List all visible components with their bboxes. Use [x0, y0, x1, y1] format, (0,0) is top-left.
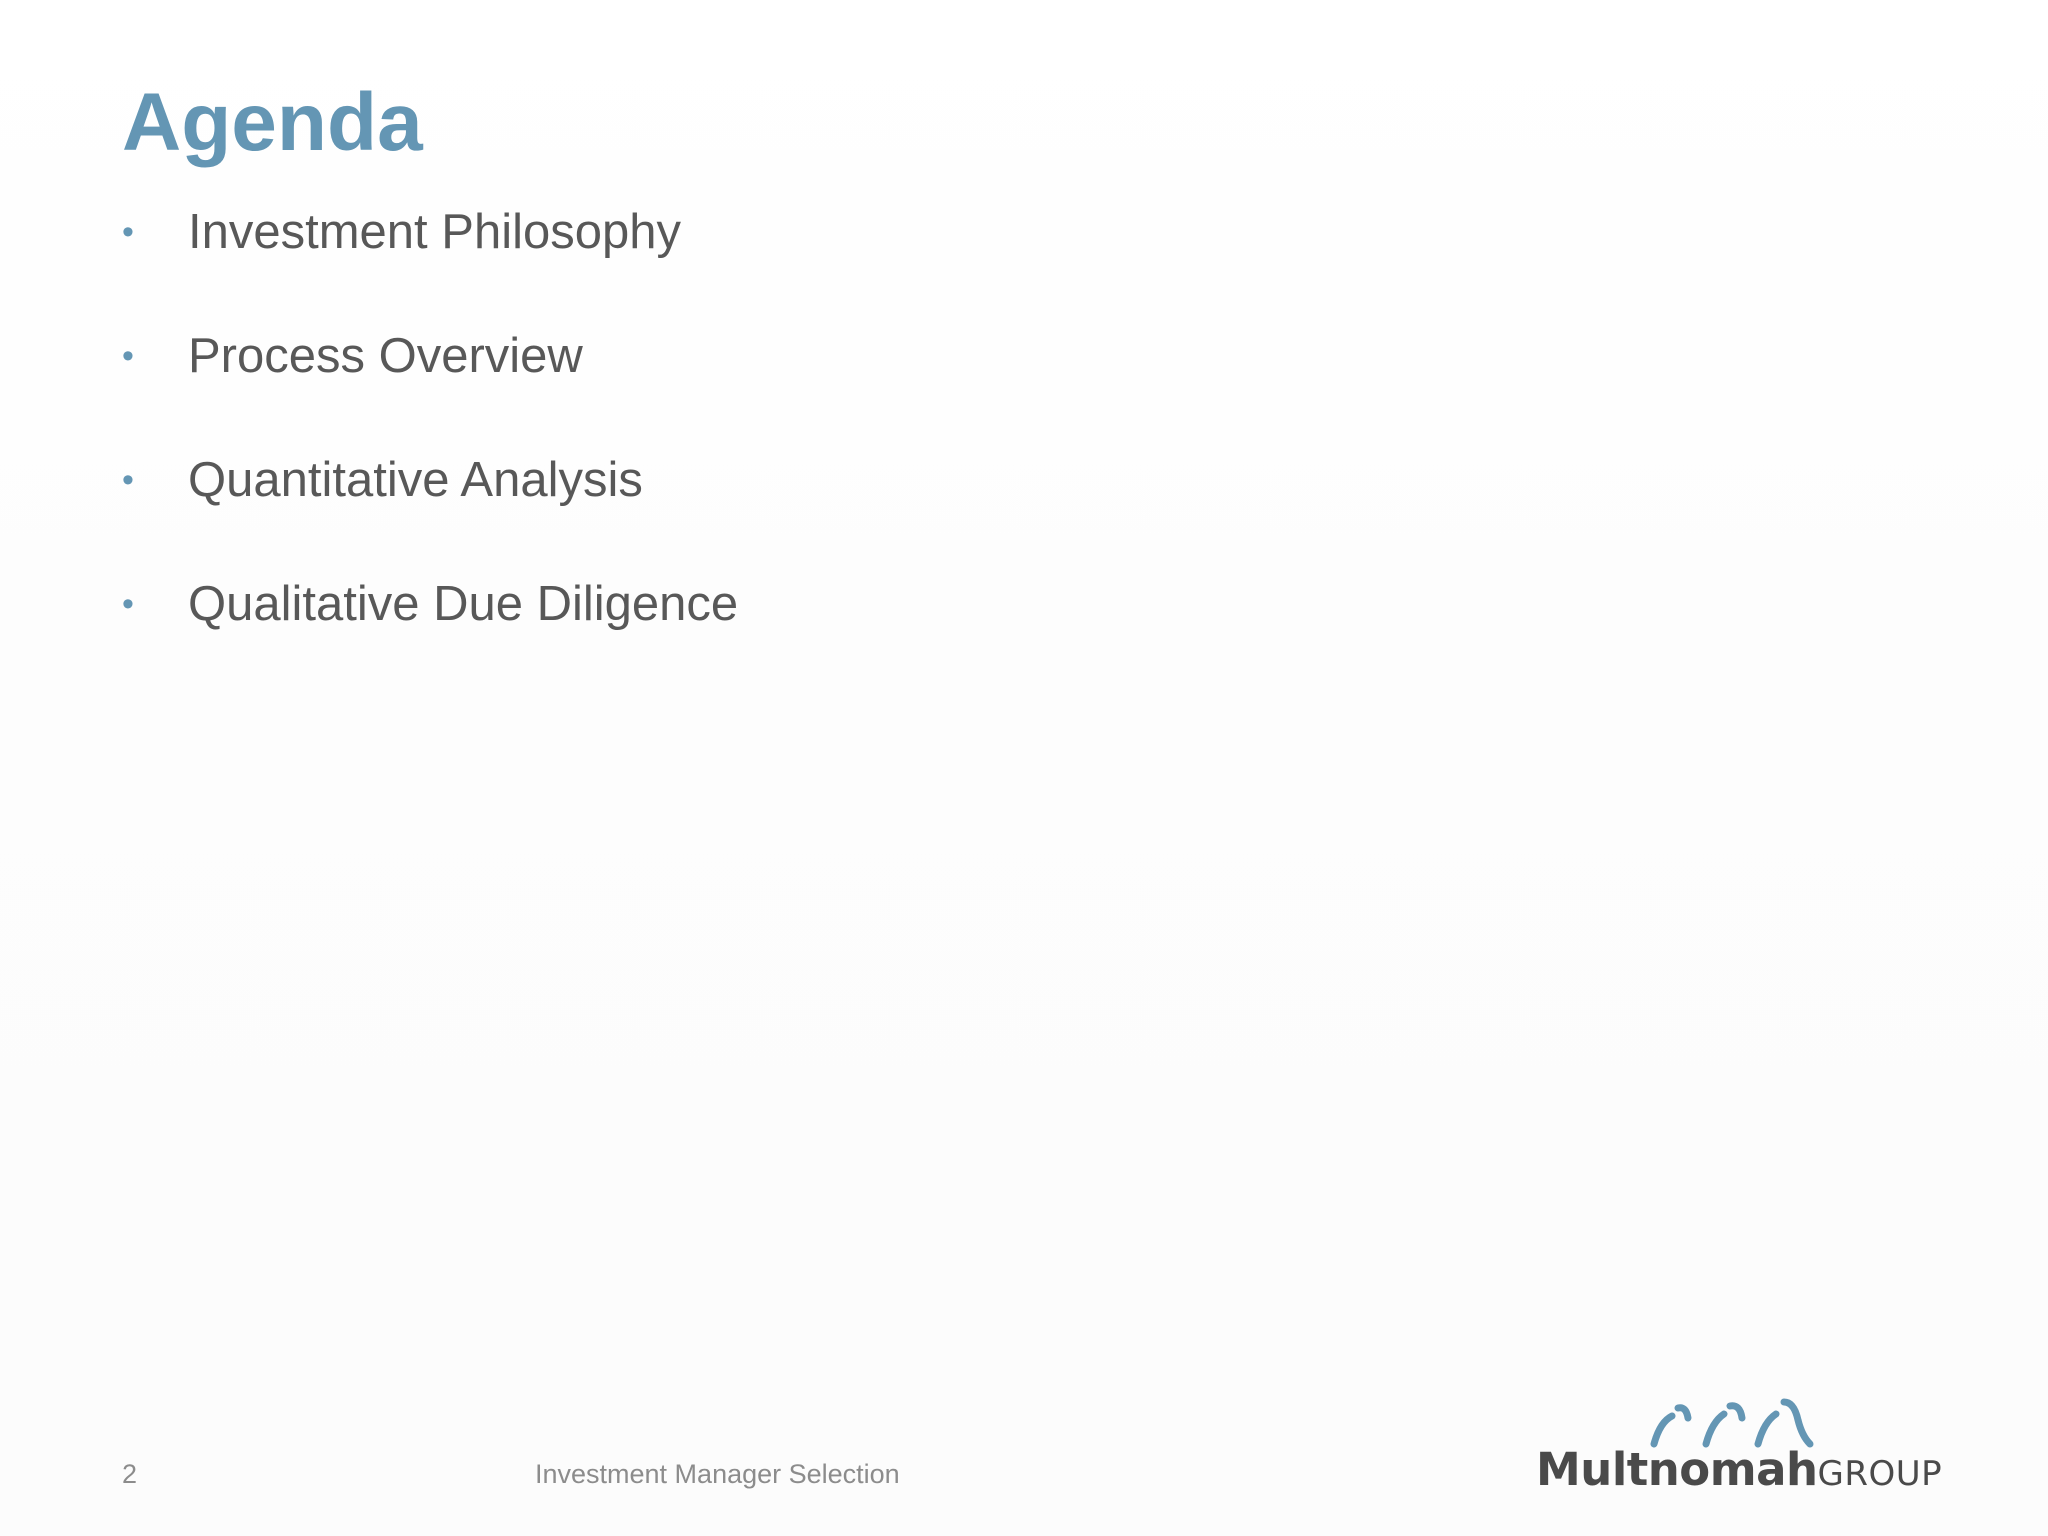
page-number: 2: [122, 1459, 138, 1489]
agenda-item-label: Process Overview: [188, 329, 583, 383]
slide-title: Agenda: [122, 77, 423, 168]
agenda-item-label: Investment Philosophy: [188, 205, 681, 259]
bullet-icon: •: [122, 213, 134, 251]
company-logo: [1536, 1392, 1956, 1502]
bullet-icon: •: [122, 585, 134, 623]
agenda-item-label: Quantitative Analysis: [188, 453, 643, 507]
agenda-item-label: Qualitative Due Diligence: [188, 577, 739, 631]
footer-title: Investment Manager Selection: [535, 1459, 900, 1489]
logo-group: GROUP: [1817, 1454, 1943, 1494]
logo-wordmark: [1536, 1442, 1942, 1509]
logo-name: Multnomah: [1536, 1443, 1818, 1496]
bullet-icon: •: [122, 461, 134, 499]
bullet-icon: •: [122, 337, 134, 375]
